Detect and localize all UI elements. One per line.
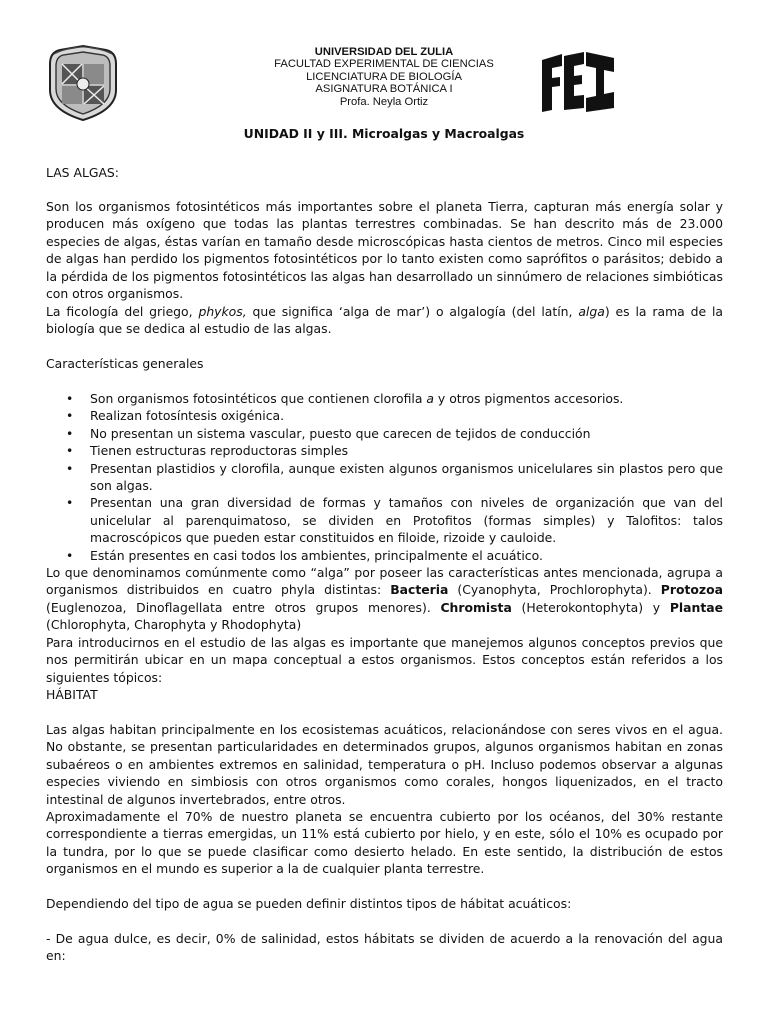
university-name: UNIVERSIDAD DEL ZULIA — [314, 46, 454, 58]
list-item-text-end: y otros pigmentos accesorios. — [433, 391, 624, 406]
faculty-name: FACULTAD EXPERIMENTAL DE CIENCIAS — [274, 58, 494, 71]
list-item-text: Realizan fotosíntesis oxigénica. — [90, 408, 285, 424]
list-item — [46, 442, 723, 459]
list-item-text: Están presentes en casi todos los ambientes, principalmente el acuático. — [90, 547, 543, 563]
course-name: ASIGNATURA BOTÁNICA I — [315, 83, 453, 96]
phyla-protozoa: Protozoa — [660, 582, 723, 598]
bullet-icon: • — [66, 408, 74, 424]
list-item-text: Presentan una gran diversidad de formas y tamaños con niveles de organización que van del unicelular al parenquimatoso, se dividen en Protofitos (formas simples) y Talofitos: talos macroscópicos que pueden estar constituidos en filoide, rizoide y cauloide. — [90, 495, 723, 546]
list-item-text: No presentan un sistema vascular, puesto que carecen de tejidos de conducción — [90, 425, 591, 441]
caracteristicas-list — [46, 390, 723, 564]
list-item — [46, 425, 723, 442]
conceptos-paragraph: Para introducirnos en el estudio de las algas es importante que manejemos algunos conceptos previos que nos permitirán ubicar en un mapa conceptual a estos organismos. Estos conceptos están referidos a los siguientes tópicos: — [46, 635, 723, 685]
list-item — [46, 547, 723, 564]
ficologia-alga: alga — [578, 304, 605, 319]
ficologia-phykos: phykos, — [198, 304, 247, 319]
agua-dulce-paragraph: - De agua dulce, es decir, 0% de salinidad, estos hábitats se dividen de acuerdo a la renovación del agua en: — [46, 931, 723, 964]
phyla-plantae: Plantae — [669, 599, 724, 615]
ficologia-text-3: ) es la rama de la biología que se dedica al estudio de las algas. — [46, 304, 724, 337]
phyla-text-4: (Heterokontophyta) y — [511, 599, 670, 615]
bullet-icon: • — [66, 495, 74, 511]
habitat-heading: HÁBITAT — [46, 687, 98, 702]
bullet-icon: • — [66, 547, 74, 563]
list-item — [46, 407, 723, 424]
ficologia-text-2: que significa ‘alga de mar’) o algalogía (del latín, — [246, 304, 579, 319]
planeta-paragraph: Aproximadamente el 70% de nuestro planeta se encuentra cubierto por los océanos, del 30% restante correspondiente a tierras emergidas, un 11% está cubierto por hielo, y en este, sólo el 10% es ocupado por la tundra, por lo que se puede clasificar como desierto helado. En este sentido, la distribución de estos organismos en el mundo es superior a la de cualquier planta terrestre. — [46, 809, 723, 877]
phyla-text-1: Lo que denominamos comúnmente como “alga” por poseer las características antes mencionada, agrupa a organismos distribuidos en cuatro phyla distintas: — [46, 565, 723, 598]
list-item-text: Presentan plastidios y clorofila, aunque existen algunos organismos unicelulares sin plastos pero que son algas. — [90, 460, 723, 494]
list-item-italic: a — [426, 391, 434, 406]
list-item — [46, 390, 723, 407]
list-item-text: Son organismos fotosintéticos que contienen clorofila — [90, 391, 427, 406]
ficologia-paragraph — [46, 303, 723, 338]
bullet-icon: • — [66, 425, 74, 441]
list-item — [46, 494, 723, 546]
degree-name: LICENCIATURA DE BIOLOGÍA — [306, 70, 462, 83]
professor-name: Profa. Neyla Ortiz — [339, 95, 429, 108]
ficologia-text-1: La ficología del griego, — [46, 304, 199, 319]
tipos-paragraph: Dependiendo del tipo de agua se pueden definir distintos tipos de hábitat acuáticos: — [46, 896, 572, 911]
phyla-text-5: (Chlorophyta, Charophyta y Rhodophyta) — [46, 617, 302, 633]
phyla-bacteria: Bacteria — [390, 582, 449, 598]
phyla-paragraph — [46, 564, 723, 634]
phyla-text-3: (Euglenozoa, Dinoflagellata entre otros grupos menores). — [46, 599, 441, 615]
phyla-text-2: (Cyanophyta, Prochlorophyta). — [448, 582, 661, 598]
phyla-chromista: Chromista — [440, 599, 512, 615]
intro-paragraph: Son los organismos fotosintéticos más importantes sobre el planeta Tierra, capturan más energía solar y producen más oxígeno que todas las plantas terrestres combinadas. Se han descrito más de 23.000 especies de algas, éstas varían en tamaño desde microscópicas hasta cientos de metros. Cinco mil especies de algas han perdido los pigmentos fotosintéticos por lo tanto existen como saprófitos o parásitos; debido a la pérdida de los pigmentos fotosintéticos las algas han desarrollado un sinnúmero de relaciones simbióticas con otros organismos. — [46, 199, 723, 302]
unit-title: UNIDAD II y III. Microalgas y Macroalgas — [243, 126, 525, 141]
list-item-text: Tienen estructuras reproductoras simples — [90, 443, 349, 459]
bullet-icon: • — [66, 460, 74, 476]
list-item — [46, 460, 723, 495]
institution-block — [0, 46, 768, 108]
algas-heading: LAS ALGAS: — [46, 165, 119, 180]
bullet-icon: • — [66, 391, 74, 406]
bullet-icon: • — [66, 443, 74, 459]
fec-logo-icon — [540, 50, 616, 114]
habitat-paragraph: Las algas habitan principalmente en los ecosistemas acuáticos, relacionándose con seres vivos en el agua. No obstante, se presentan particularidades en determinados grupos, algunos organismos habitan en zonas subaéreos o en ambientes extremos en salinidad, temperatura o pH. Incluso podemos observar a algunas especies viviendo en simbiosis con otros organismos como corales, hongos liquenizados, en el tracto intestinal de algunos invertebrados, entre otros. — [46, 722, 723, 807]
caracteristicas-heading: Características generales — [46, 356, 204, 371]
